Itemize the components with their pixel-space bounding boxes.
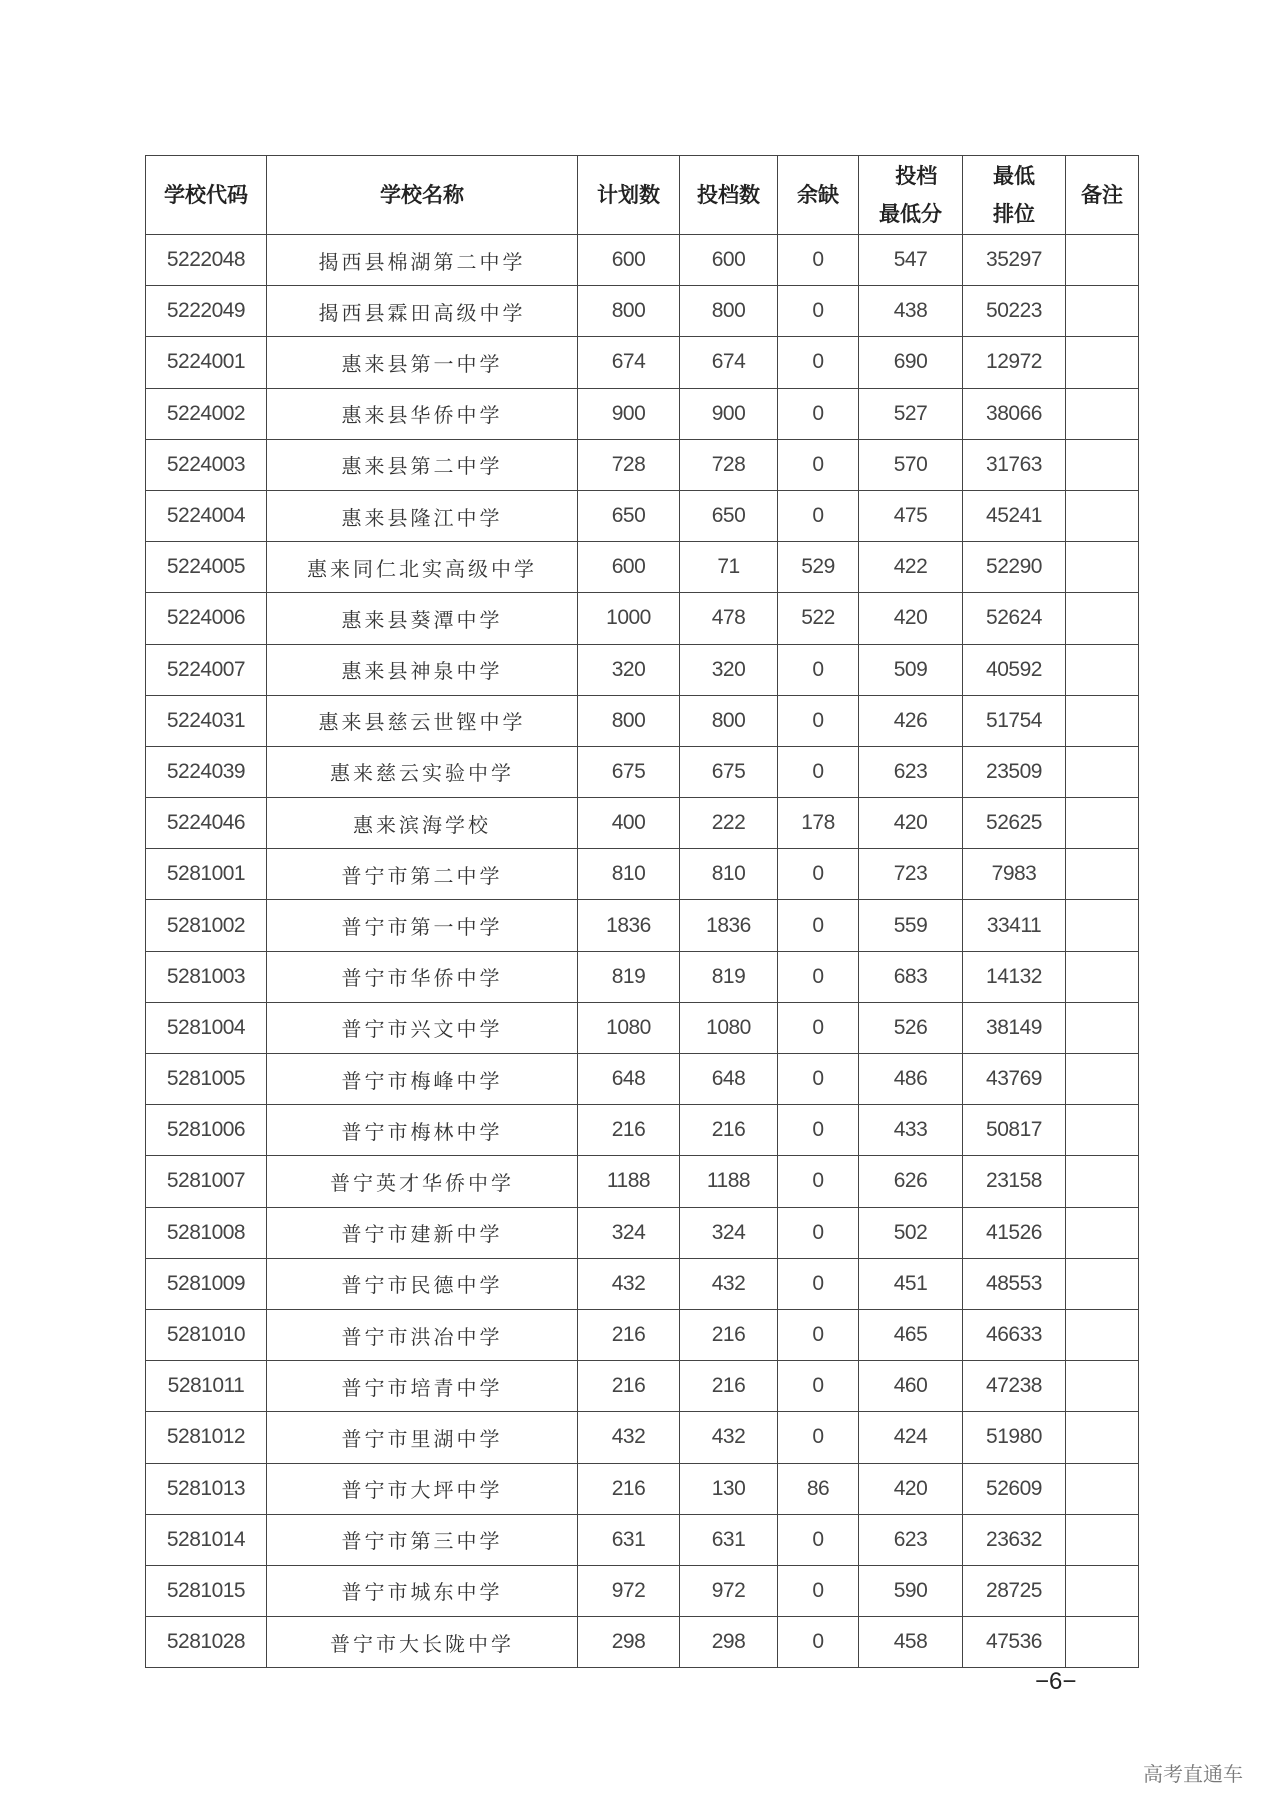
cell-min-rank: 12972 bbox=[963, 337, 1066, 388]
cell-vacancy: 0 bbox=[778, 849, 859, 900]
cell-notes bbox=[1066, 1002, 1139, 1053]
cell-min-score: 465 bbox=[859, 1309, 963, 1360]
cell-school-code: 5224046 bbox=[146, 798, 267, 849]
cell-vacancy: 0 bbox=[778, 1361, 859, 1412]
cell-vacancy: 0 bbox=[778, 695, 859, 746]
cell-admitted-count: 800 bbox=[680, 695, 778, 746]
cell-school-name: 普宁市华侨中学 bbox=[267, 951, 578, 1002]
cell-plan-count: 810 bbox=[578, 849, 680, 900]
cell-min-score: 422 bbox=[859, 542, 963, 593]
cell-vacancy: 0 bbox=[778, 1002, 859, 1053]
cell-vacancy: 529 bbox=[778, 542, 859, 593]
cell-plan-count: 400 bbox=[578, 798, 680, 849]
cell-notes bbox=[1066, 695, 1139, 746]
cell-notes bbox=[1066, 542, 1139, 593]
cell-admitted-count: 216 bbox=[680, 1361, 778, 1412]
cell-admitted-count: 478 bbox=[680, 593, 778, 644]
cell-min-score: 547 bbox=[859, 235, 963, 286]
cell-min-rank: 47238 bbox=[963, 1361, 1066, 1412]
cell-vacancy: 522 bbox=[778, 593, 859, 644]
cell-vacancy: 0 bbox=[778, 235, 859, 286]
table-row bbox=[146, 900, 1139, 951]
cell-admitted-count: 216 bbox=[680, 1309, 778, 1360]
cell-plan-count: 216 bbox=[578, 1463, 680, 1514]
cell-min-score: 460 bbox=[859, 1361, 963, 1412]
cell-min-score: 559 bbox=[859, 900, 963, 951]
cell-notes bbox=[1066, 1361, 1139, 1412]
cell-school-name: 惠来同仁北实高级中学 bbox=[267, 542, 578, 593]
cell-school-name: 惠来县第二中学 bbox=[267, 439, 578, 490]
cell-vacancy: 0 bbox=[778, 490, 859, 541]
header-vacancy: 余缺 bbox=[778, 156, 859, 235]
table-row bbox=[146, 286, 1139, 337]
cell-school-code: 5224003 bbox=[146, 439, 267, 490]
cell-plan-count: 648 bbox=[578, 1054, 680, 1105]
table-row bbox=[146, 490, 1139, 541]
cell-plan-count: 650 bbox=[578, 490, 680, 541]
watermark: 高考直通车 bbox=[1143, 1762, 1243, 1786]
cell-school-code: 5281007 bbox=[146, 1156, 267, 1207]
cell-school-name: 惠来县葵潭中学 bbox=[267, 593, 578, 644]
cell-school-code: 5281014 bbox=[146, 1514, 267, 1565]
cell-min-score: 426 bbox=[859, 695, 963, 746]
cell-school-name: 揭西县霖田高级中学 bbox=[267, 286, 578, 337]
header-min-score-cell bbox=[859, 156, 963, 235]
cell-plan-count: 800 bbox=[578, 286, 680, 337]
cell-admitted-count: 674 bbox=[680, 337, 778, 388]
page-number: −6− bbox=[1035, 1668, 1077, 1695]
cell-notes bbox=[1066, 1105, 1139, 1156]
cell-notes bbox=[1066, 1617, 1139, 1668]
cell-notes bbox=[1066, 951, 1139, 1002]
cell-admitted-count: 324 bbox=[680, 1207, 778, 1258]
cell-min-rank: 47536 bbox=[963, 1617, 1066, 1668]
table-row bbox=[146, 439, 1139, 490]
table-row bbox=[146, 337, 1139, 388]
cell-notes bbox=[1066, 849, 1139, 900]
header-min-rank-cell bbox=[963, 156, 1066, 235]
cell-school-code: 5281009 bbox=[146, 1258, 267, 1309]
cell-min-rank: 35297 bbox=[963, 235, 1066, 286]
cell-school-code: 5281011 bbox=[146, 1361, 267, 1412]
cell-school-name: 普宁市城东中学 bbox=[267, 1565, 578, 1616]
cell-school-name: 普宁市第三中学 bbox=[267, 1514, 578, 1565]
cell-school-code: 5281001 bbox=[146, 849, 267, 900]
cell-plan-count: 900 bbox=[578, 388, 680, 439]
cell-plan-count: 675 bbox=[578, 746, 680, 797]
cell-min-score: 590 bbox=[859, 1565, 963, 1616]
cell-school-code: 5281012 bbox=[146, 1412, 267, 1463]
cell-min-rank: 23632 bbox=[963, 1514, 1066, 1565]
cell-min-rank: 45241 bbox=[963, 490, 1066, 541]
table-row bbox=[146, 1412, 1139, 1463]
cell-min-rank: 38066 bbox=[963, 388, 1066, 439]
table-row bbox=[146, 1207, 1139, 1258]
cell-admitted-count: 432 bbox=[680, 1258, 778, 1309]
cell-vacancy: 0 bbox=[778, 1156, 859, 1207]
cell-notes bbox=[1066, 1463, 1139, 1514]
table-row bbox=[146, 1565, 1139, 1616]
cell-min-rank: 43769 bbox=[963, 1054, 1066, 1105]
cell-notes bbox=[1066, 337, 1139, 388]
table-row bbox=[146, 798, 1139, 849]
cell-vacancy: 0 bbox=[778, 1258, 859, 1309]
header-admitted: 投档数 bbox=[680, 156, 778, 235]
cell-plan-count: 1836 bbox=[578, 900, 680, 951]
cell-notes bbox=[1066, 1514, 1139, 1565]
cell-admitted-count: 728 bbox=[680, 439, 778, 490]
table-row bbox=[146, 1002, 1139, 1053]
cell-admitted-count: 1080 bbox=[680, 1002, 778, 1053]
cell-notes bbox=[1066, 644, 1139, 695]
cell-min-score: 438 bbox=[859, 286, 963, 337]
cell-min-rank: 41526 bbox=[963, 1207, 1066, 1258]
cell-notes bbox=[1066, 798, 1139, 849]
cell-min-score: 458 bbox=[859, 1617, 963, 1668]
cell-admitted-count: 1188 bbox=[680, 1156, 778, 1207]
cell-vacancy: 0 bbox=[778, 337, 859, 388]
cell-plan-count: 216 bbox=[578, 1361, 680, 1412]
cell-min-rank: 46633 bbox=[963, 1309, 1066, 1360]
cell-min-score: 420 bbox=[859, 593, 963, 644]
cell-min-rank: 40592 bbox=[963, 644, 1066, 695]
cell-school-code: 5224002 bbox=[146, 388, 267, 439]
table-row bbox=[146, 388, 1139, 439]
cell-plan-count: 728 bbox=[578, 439, 680, 490]
cell-min-score: 420 bbox=[859, 798, 963, 849]
cell-vacancy: 0 bbox=[778, 900, 859, 951]
cell-school-code: 5281004 bbox=[146, 1002, 267, 1053]
cell-min-score: 527 bbox=[859, 388, 963, 439]
cell-admitted-count: 648 bbox=[680, 1054, 778, 1105]
cell-notes bbox=[1066, 235, 1139, 286]
table-row bbox=[146, 746, 1139, 797]
cell-plan-count: 819 bbox=[578, 951, 680, 1002]
cell-vacancy: 0 bbox=[778, 1054, 859, 1105]
cell-vacancy: 0 bbox=[778, 1565, 859, 1616]
cell-notes bbox=[1066, 1412, 1139, 1463]
cell-school-code: 5281006 bbox=[146, 1105, 267, 1156]
cell-min-score: 433 bbox=[859, 1105, 963, 1156]
cell-plan-count: 674 bbox=[578, 337, 680, 388]
cell-vacancy: 0 bbox=[778, 1207, 859, 1258]
cell-admitted-count: 222 bbox=[680, 798, 778, 849]
cell-school-name: 普宁市培青中学 bbox=[267, 1361, 578, 1412]
cell-school-code: 5281002 bbox=[146, 900, 267, 951]
cell-school-name: 惠来县慈云世铿中学 bbox=[267, 695, 578, 746]
table-row bbox=[146, 1514, 1139, 1565]
cell-plan-count: 1080 bbox=[578, 1002, 680, 1053]
cell-min-score: 623 bbox=[859, 1514, 963, 1565]
cell-school-code: 5281028 bbox=[146, 1617, 267, 1668]
cell-min-rank: 31763 bbox=[963, 439, 1066, 490]
table-row bbox=[146, 1105, 1139, 1156]
cell-school-code: 5281008 bbox=[146, 1207, 267, 1258]
cell-plan-count: 298 bbox=[578, 1617, 680, 1668]
cell-vacancy: 0 bbox=[778, 1105, 859, 1156]
cell-school-name: 普宁市第一中学 bbox=[267, 900, 578, 951]
cell-min-score: 623 bbox=[859, 746, 963, 797]
table-row bbox=[146, 1361, 1139, 1412]
cell-min-rank: 51754 bbox=[963, 695, 1066, 746]
cell-admitted-count: 600 bbox=[680, 235, 778, 286]
table-row bbox=[146, 849, 1139, 900]
cell-admitted-count: 1836 bbox=[680, 900, 778, 951]
table-row bbox=[146, 1463, 1139, 1514]
cell-min-rank: 52624 bbox=[963, 593, 1066, 644]
cell-notes bbox=[1066, 746, 1139, 797]
cell-admitted-count: 130 bbox=[680, 1463, 778, 1514]
header-min-score: 投档最低分 bbox=[879, 164, 942, 226]
cell-admitted-count: 631 bbox=[680, 1514, 778, 1565]
cell-min-rank: 52290 bbox=[963, 542, 1066, 593]
cell-admitted-count: 675 bbox=[680, 746, 778, 797]
cell-plan-count: 432 bbox=[578, 1412, 680, 1463]
cell-min-score: 420 bbox=[859, 1463, 963, 1514]
cell-school-name: 普宁市兴文中学 bbox=[267, 1002, 578, 1053]
cell-plan-count: 800 bbox=[578, 695, 680, 746]
table-row bbox=[146, 695, 1139, 746]
cell-min-rank: 23158 bbox=[963, 1156, 1066, 1207]
cell-vacancy: 0 bbox=[778, 388, 859, 439]
cell-min-rank: 50817 bbox=[963, 1105, 1066, 1156]
cell-school-code: 5224007 bbox=[146, 644, 267, 695]
cell-school-name: 惠来县隆江中学 bbox=[267, 490, 578, 541]
cell-school-code: 5224039 bbox=[146, 746, 267, 797]
cell-vacancy: 0 bbox=[778, 951, 859, 1002]
cell-min-rank: 23509 bbox=[963, 746, 1066, 797]
cell-admitted-count: 800 bbox=[680, 286, 778, 337]
cell-notes bbox=[1066, 439, 1139, 490]
cell-school-name: 惠来滨海学校 bbox=[267, 798, 578, 849]
table-row bbox=[146, 951, 1139, 1002]
cell-notes bbox=[1066, 1258, 1139, 1309]
cell-plan-count: 324 bbox=[578, 1207, 680, 1258]
cell-min-rank: 50223 bbox=[963, 286, 1066, 337]
cell-school-code: 5224004 bbox=[146, 490, 267, 541]
table-row bbox=[146, 1617, 1139, 1668]
cell-vacancy: 178 bbox=[778, 798, 859, 849]
cell-admitted-count: 650 bbox=[680, 490, 778, 541]
cell-school-code: 5281003 bbox=[146, 951, 267, 1002]
cell-vacancy: 0 bbox=[778, 1412, 859, 1463]
cell-plan-count: 216 bbox=[578, 1105, 680, 1156]
cell-min-score: 570 bbox=[859, 439, 963, 490]
cell-notes bbox=[1066, 900, 1139, 951]
cell-plan-count: 1188 bbox=[578, 1156, 680, 1207]
cell-min-rank: 52625 bbox=[963, 798, 1066, 849]
cell-school-code: 5224031 bbox=[146, 695, 267, 746]
cell-min-score: 683 bbox=[859, 951, 963, 1002]
cell-notes bbox=[1066, 1309, 1139, 1360]
cell-school-name: 普宁市洪冶中学 bbox=[267, 1309, 578, 1360]
cell-school-code: 5224005 bbox=[146, 542, 267, 593]
cell-min-score: 626 bbox=[859, 1156, 963, 1207]
cell-school-code: 5281005 bbox=[146, 1054, 267, 1105]
cell-plan-count: 216 bbox=[578, 1309, 680, 1360]
cell-min-rank: 7983 bbox=[963, 849, 1066, 900]
cell-school-code: 5281013 bbox=[146, 1463, 267, 1514]
cell-vacancy: 86 bbox=[778, 1463, 859, 1514]
table-header-row bbox=[146, 156, 1139, 235]
table-row bbox=[146, 1156, 1139, 1207]
cell-school-code: 5224001 bbox=[146, 337, 267, 388]
table-row bbox=[146, 1309, 1139, 1360]
header-min-rank: 最低排位 bbox=[993, 164, 1035, 226]
cell-admitted-count: 900 bbox=[680, 388, 778, 439]
cell-min-rank: 38149 bbox=[963, 1002, 1066, 1053]
cell-vacancy: 0 bbox=[778, 1617, 859, 1668]
cell-plan-count: 1000 bbox=[578, 593, 680, 644]
cell-min-score: 486 bbox=[859, 1054, 963, 1105]
table-row bbox=[146, 644, 1139, 695]
cell-admitted-count: 320 bbox=[680, 644, 778, 695]
cell-admitted-count: 819 bbox=[680, 951, 778, 1002]
cell-min-score: 451 bbox=[859, 1258, 963, 1309]
cell-vacancy: 0 bbox=[778, 746, 859, 797]
cell-vacancy: 0 bbox=[778, 644, 859, 695]
cell-admitted-count: 972 bbox=[680, 1565, 778, 1616]
cell-school-name: 普宁市大坪中学 bbox=[267, 1463, 578, 1514]
cell-school-name: 惠来县神泉中学 bbox=[267, 644, 578, 695]
cell-min-rank: 33411 bbox=[963, 900, 1066, 951]
cell-notes bbox=[1066, 1156, 1139, 1207]
table-row bbox=[146, 593, 1139, 644]
cell-admitted-count: 432 bbox=[680, 1412, 778, 1463]
table-row bbox=[146, 1258, 1139, 1309]
cell-school-code: 5222049 bbox=[146, 286, 267, 337]
cell-min-rank: 14132 bbox=[963, 951, 1066, 1002]
cell-school-name: 普宁市建新中学 bbox=[267, 1207, 578, 1258]
cell-school-name: 惠来县华侨中学 bbox=[267, 388, 578, 439]
cell-school-code: 5281010 bbox=[146, 1309, 267, 1360]
cell-plan-count: 600 bbox=[578, 235, 680, 286]
cell-min-rank: 28725 bbox=[963, 1565, 1066, 1616]
cell-school-name: 普宁市第二中学 bbox=[267, 849, 578, 900]
cell-min-score: 509 bbox=[859, 644, 963, 695]
cell-school-name: 普宁市梅峰中学 bbox=[267, 1054, 578, 1105]
cell-school-name: 揭西县棉湖第二中学 bbox=[267, 235, 578, 286]
cell-admitted-count: 298 bbox=[680, 1617, 778, 1668]
cell-min-score: 424 bbox=[859, 1412, 963, 1463]
cell-notes bbox=[1066, 286, 1139, 337]
cell-school-code: 5281015 bbox=[146, 1565, 267, 1616]
cell-vacancy: 0 bbox=[778, 286, 859, 337]
table-row bbox=[146, 235, 1139, 286]
cell-admitted-count: 71 bbox=[680, 542, 778, 593]
table-body bbox=[146, 235, 1139, 1668]
cell-notes bbox=[1066, 1565, 1139, 1616]
cell-admitted-count: 216 bbox=[680, 1105, 778, 1156]
cell-vacancy: 0 bbox=[778, 1514, 859, 1565]
cell-min-score: 723 bbox=[859, 849, 963, 900]
cell-vacancy: 0 bbox=[778, 1309, 859, 1360]
cell-notes bbox=[1066, 593, 1139, 644]
cell-plan-count: 320 bbox=[578, 644, 680, 695]
cell-school-name: 惠来慈云实验中学 bbox=[267, 746, 578, 797]
cell-min-rank: 52609 bbox=[963, 1463, 1066, 1514]
cell-school-code: 5222048 bbox=[146, 235, 267, 286]
table-row bbox=[146, 542, 1139, 593]
cell-plan-count: 972 bbox=[578, 1565, 680, 1616]
cell-school-code: 5224006 bbox=[146, 593, 267, 644]
cell-min-score: 502 bbox=[859, 1207, 963, 1258]
cell-notes bbox=[1066, 490, 1139, 541]
cell-notes bbox=[1066, 388, 1139, 439]
cell-school-name: 普宁英才华侨中学 bbox=[267, 1156, 578, 1207]
cell-school-name: 惠来县第一中学 bbox=[267, 337, 578, 388]
admission-table bbox=[145, 155, 1139, 1668]
header-plan: 计划数 bbox=[578, 156, 680, 235]
header-school-name: 学校名称 bbox=[267, 156, 578, 235]
cell-notes bbox=[1066, 1054, 1139, 1105]
cell-min-score: 690 bbox=[859, 337, 963, 388]
header-notes: 备注 bbox=[1066, 156, 1139, 235]
cell-plan-count: 600 bbox=[578, 542, 680, 593]
cell-school-name: 普宁市大长陇中学 bbox=[267, 1617, 578, 1668]
cell-admitted-count: 810 bbox=[680, 849, 778, 900]
cell-vacancy: 0 bbox=[778, 439, 859, 490]
table-row bbox=[146, 1054, 1139, 1105]
cell-school-name: 普宁市梅林中学 bbox=[267, 1105, 578, 1156]
header-school-code: 学校代码 bbox=[146, 156, 267, 235]
cell-min-rank: 48553 bbox=[963, 1258, 1066, 1309]
cell-min-score: 475 bbox=[859, 490, 963, 541]
cell-plan-count: 432 bbox=[578, 1258, 680, 1309]
cell-min-rank: 51980 bbox=[963, 1412, 1066, 1463]
cell-plan-count: 631 bbox=[578, 1514, 680, 1565]
cell-school-name: 普宁市民德中学 bbox=[267, 1258, 578, 1309]
cell-school-name: 普宁市里湖中学 bbox=[267, 1412, 578, 1463]
cell-notes bbox=[1066, 1207, 1139, 1258]
cell-min-score: 526 bbox=[859, 1002, 963, 1053]
